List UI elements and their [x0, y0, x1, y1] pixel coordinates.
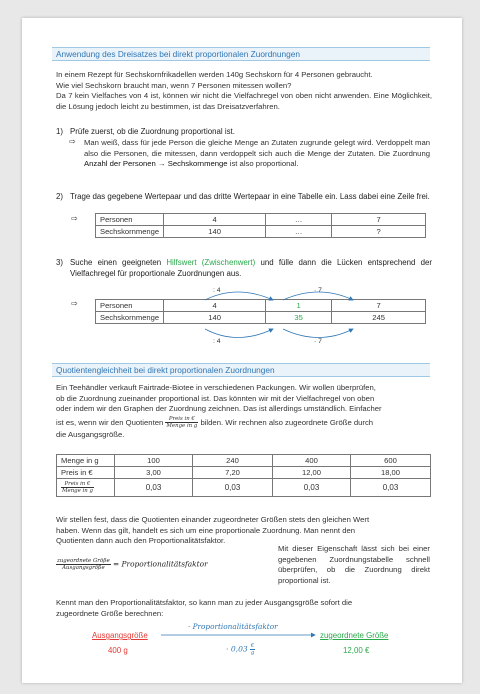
table-cell: 3,00: [115, 467, 193, 479]
diagram-left-label: Ausgangsgröße: [92, 631, 148, 640]
table-cell: 400: [273, 455, 351, 467]
table-cell: 0,03: [273, 479, 351, 497]
para-line: zugeordnete Größe berechnen:: [56, 608, 164, 618]
step-3-title-end: und fülle dann die Lücken entsprechend der Vielfachregel für proportionale Zuordnungen aus.: [70, 258, 433, 278]
step-3-title-start: Suche einen geeigneten: [70, 258, 162, 267]
diagram-arrow: [22, 18, 462, 683]
diagram-left-value: 400 g: [108, 646, 128, 655]
para-line: oder indem wir den Graphen der Zuordnung zeichnen. Das ist allerdings umständlich. Einfacher: [56, 404, 382, 414]
formula-denominator: Ausgangsgröße: [62, 565, 105, 571]
step-1-body-start: Man weiß, dass für jede Person die gleiche Menge an Zutaten zugrunde gelegt wird. Verdoppelt man also die Personen, die mitessen, dann verdoppelt sich auch die Menge der Zutaten. Die Zuordnung: [84, 138, 430, 158]
table-cell: 7: [332, 214, 426, 226]
fraction-numerator: Preis in €: [61, 481, 94, 488]
para-line-4-end: bilden. Wir rechnen also zugeordnete Größe durch: [200, 417, 374, 427]
para-line: Ein Teehändler verkauft Fairtrade-Biotee in verschiedenen Packungen. Wir wollen überprüfen,: [56, 383, 376, 392]
operator-multiply-bottom: · 7: [314, 338, 322, 345]
step-2-title: Trage das gegebene Wertepaar und das dritte Wertepaar in eine Tabelle ein. Lass dabei eine Zeile frei.: [70, 192, 430, 201]
formula-rhs: = Proportionalitätsfaktor: [113, 559, 208, 569]
para-line: haben. Wenn das gilt, handelt es sich um eine proportionale Zuordnung. Man nennt den: [56, 525, 356, 535]
table-cell: 0,03: [115, 479, 193, 497]
fraction-denominator: Menge in g: [166, 423, 198, 430]
table-cell: 600: [351, 455, 431, 467]
table-cell: 7,20: [193, 467, 273, 479]
para-line: ob die Zuordnung zueinander proportional ist. Das könnten wir mit der Vielfachregel von oben: [56, 393, 375, 403]
para-line: die Ausgangsgröße.: [56, 429, 125, 439]
step-3-number: 3): [56, 258, 64, 267]
unit-denominator: g: [250, 650, 255, 656]
table-cell: …: [266, 226, 332, 238]
step-1-title: Prüfe zuerst, ob die Zuordnung proportional ist.: [70, 127, 235, 136]
side-note: Mit dieser Eigenschaft lässt sich bei einer gegebenen Zuordnungstabelle schnell überprüfen, ob die Zuordnung direkt proportional ist.: [278, 544, 430, 585]
table-cell: 0,03: [193, 479, 273, 497]
arrow-bullet-icon: ⇨: [69, 137, 76, 146]
fraction-denominator: Menge in g: [62, 488, 93, 494]
step-3-title-green: Hilfswert (Zwischenwert): [166, 258, 256, 267]
para-line: Quotienten dann auch den Proportionalitätsfaktor.: [56, 536, 226, 546]
step-2-number: 2): [56, 192, 64, 201]
table-cell: Personen: [96, 300, 164, 312]
diagram-right-label: zugeordnete Größe: [320, 631, 389, 640]
operator-divide-bottom: : 4: [213, 338, 221, 345]
fraction-numerator: Preis in €: [165, 416, 198, 423]
arrow-bullet-icon: ⇨: [71, 214, 78, 223]
diagram-middle-value: · 0,03: [226, 644, 248, 654]
table-cell: 100: [115, 455, 193, 467]
operator-multiply-top: · 7: [314, 287, 322, 294]
step-1-body-end: ist also proportional.: [229, 159, 299, 169]
para-line: Kennt man den Proportionalitätsfaktor, so kann man zu jeder Ausgangsgröße sofort die: [56, 598, 353, 607]
intro-line-1: In einem Rezept für Sechskornfrikadellen werden 140g Sechskorn für 4 Personen gebraucht.: [56, 70, 373, 79]
table-cell: Sechskornmenge: [96, 312, 164, 324]
para-line-4-start: ist es, wenn wir den Quotienten: [56, 417, 164, 427]
para-line: Wir stellen fest, dass die Quotienten einander zugeordneter Größen stets den gleichen Wert: [56, 515, 370, 524]
diagram-right-value: 12,00 €: [343, 646, 370, 655]
unit-numerator: €: [250, 643, 255, 649]
table-cell: Preis in €: [57, 467, 115, 479]
table-cell: 0,03: [351, 479, 431, 497]
step-1-number: 1): [56, 127, 64, 136]
section-heading-quotientengleichheit: Quotientengleichheit bei direkt proportionalen Zuordnungen: [52, 363, 430, 377]
step-1-body-bold: Anzahl der Personen → Sechskornmenge: [84, 159, 228, 169]
table-cell: 18,00: [351, 467, 431, 479]
formula-numerator: zugeordnete Größe: [57, 558, 110, 564]
table-cell: Sechskornmenge: [96, 226, 164, 238]
intro-line-2: Wie viel Sechskorn braucht man, wenn 7 Personen mitessen wollen?: [56, 80, 292, 90]
arrow-bullet-icon: ⇨: [71, 299, 78, 308]
table-cell: 35: [266, 312, 332, 324]
table-cell: 140: [164, 312, 266, 324]
document-page: [22, 18, 462, 683]
table-cell: Menge in g: [57, 455, 115, 467]
table-cell: Personen: [96, 214, 164, 226]
operator-divide-top: : 4: [213, 287, 221, 294]
table-cell: 12,00: [273, 467, 351, 479]
table-cell: …: [266, 214, 332, 226]
table-cell: 4: [164, 214, 266, 226]
diagram-middle-label: · Proportionalitätsfaktor: [188, 622, 278, 631]
table-cell: 4: [164, 300, 266, 312]
table-cell: 7: [332, 300, 426, 312]
section-heading-dreisatz: Anwendung des Dreisatzes bei direkt proportionalen Zuordnungen: [52, 47, 430, 61]
table-cell: 140: [164, 226, 266, 238]
table-cell: 240: [193, 455, 273, 467]
table-cell: 1: [266, 300, 332, 312]
intro-line-3: Da 7 kein Vielfaches von 4 ist, können wir nicht die Vielfachregel von oben nicht anwenden. Eine Möglichkeit, die Lösung jedoch leicht zu bestimmen, ist das Dreisatzverfahren.: [56, 91, 432, 111]
table-cell: 245: [332, 312, 426, 324]
table-cell: ?: [332, 226, 426, 238]
